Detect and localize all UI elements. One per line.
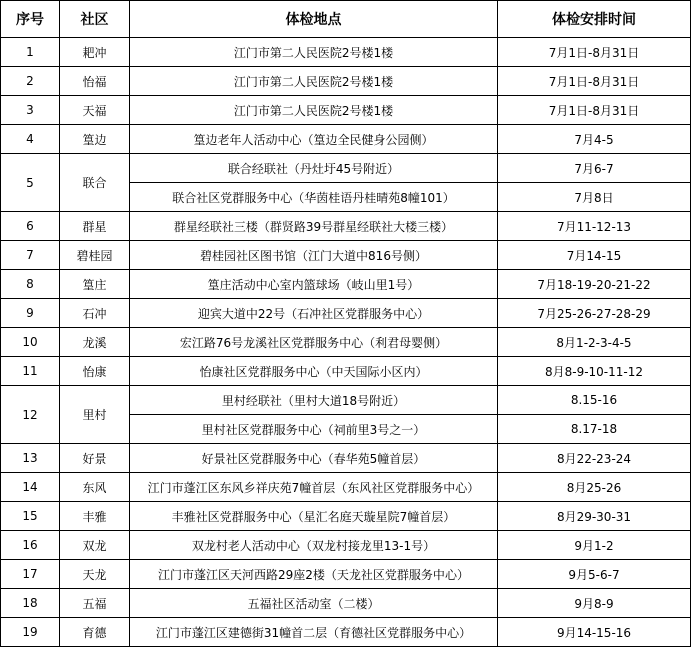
cell-no: 7 xyxy=(1,241,60,270)
cell-time: 9月1-2 xyxy=(498,531,691,560)
header-row xyxy=(1,1,691,38)
cell-location: 江门市第二人民医院2号楼1楼 xyxy=(130,38,498,67)
cell-community: 天福 xyxy=(60,96,130,125)
table-row xyxy=(1,589,691,618)
table-row xyxy=(1,96,691,125)
table-row xyxy=(1,444,691,473)
cell-location: 江门市蓬江区天河西路29座2楼（天龙社区党群服务中心） xyxy=(130,560,498,589)
header-location: 体检地点 xyxy=(130,1,498,38)
table-row xyxy=(1,125,691,154)
cell-time: 7月14-15 xyxy=(498,241,691,270)
cell-no: 9 xyxy=(1,299,60,328)
cell-location: 里村经联社（里村大道18号附近） xyxy=(130,386,498,415)
cell-location: 丰雅社区党群服务中心（星汇名庭天璇星院7幢首层） xyxy=(130,502,498,531)
cell-time: 7月1日-8月31日 xyxy=(498,67,691,96)
table-row xyxy=(1,299,691,328)
cell-no: 2 xyxy=(1,67,60,96)
cell-no: 13 xyxy=(1,444,60,473)
cell-time: 7月11-12-13 xyxy=(498,212,691,241)
table-row xyxy=(1,531,691,560)
cell-location: 双龙村老人活动中心（双龙村接龙里13-1号） xyxy=(130,531,498,560)
cell-location: 联合经联社（丹灶圩45号附近） xyxy=(130,154,498,183)
cell-no: 18 xyxy=(1,589,60,618)
table-row xyxy=(1,502,691,531)
table-row xyxy=(1,38,691,67)
cell-location: 联合社区党群服务中心（华茵桂语丹桂晴苑8幢101） xyxy=(130,183,498,212)
cell-no: 1 xyxy=(1,38,60,67)
table-row xyxy=(1,386,691,415)
cell-location: 好景社区党群服务中心（春华苑5幢首层） xyxy=(130,444,498,473)
table-row xyxy=(1,67,691,96)
cell-location: 宏江路76号龙溪社区党群服务中心（利君母婴侧） xyxy=(130,328,498,357)
cell-location: 江门市蓬江区建德街31幢首二层（育德社区党群服务中心） xyxy=(130,618,498,647)
cell-location: 篁庄活动中心室内篮球场（岐山里1号） xyxy=(130,270,498,299)
cell-location: 怡康社区党群服务中心（中天国际小区内） xyxy=(130,357,498,386)
cell-community: 东风 xyxy=(60,473,130,502)
cell-time: 8月8-9-10-11-12 xyxy=(498,357,691,386)
cell-community: 联合 xyxy=(60,154,130,212)
cell-location: 江门市第二人民医院2号楼1楼 xyxy=(130,96,498,125)
cell-no: 11 xyxy=(1,357,60,386)
table-row xyxy=(1,270,691,299)
cell-community: 碧桂园 xyxy=(60,241,130,270)
cell-no: 3 xyxy=(1,96,60,125)
cell-community: 天龙 xyxy=(60,560,130,589)
cell-location: 里村社区党群服务中心（祠前里3号之一） xyxy=(130,415,498,444)
cell-time: 9月5-6-7 xyxy=(498,560,691,589)
cell-time: 8月25-26 xyxy=(498,473,691,502)
cell-community: 石冲 xyxy=(60,299,130,328)
header-community: 社区 xyxy=(60,1,130,38)
table-row xyxy=(1,328,691,357)
cell-community: 五福 xyxy=(60,589,130,618)
cell-location: 碧桂园社区图书馆（江门大道中816号侧） xyxy=(130,241,498,270)
table-row xyxy=(1,241,691,270)
header-no: 序号 xyxy=(1,1,60,38)
cell-time: 7月25-26-27-28-29 xyxy=(498,299,691,328)
table-row xyxy=(1,212,691,241)
cell-community: 耙冲 xyxy=(60,38,130,67)
cell-community: 里村 xyxy=(60,386,130,444)
cell-time: 8.17-18 xyxy=(498,415,691,444)
cell-location: 五福社区活动室（二楼） xyxy=(130,589,498,618)
cell-no: 4 xyxy=(1,125,60,154)
cell-community: 怡福 xyxy=(60,67,130,96)
cell-no: 17 xyxy=(1,560,60,589)
table-row xyxy=(1,618,691,647)
cell-no: 5 xyxy=(1,154,60,212)
cell-time: 9月14-15-16 xyxy=(498,618,691,647)
cell-location: 江门市蓬江区东风乡祥庆苑7幢首层（东风社区党群服务中心） xyxy=(130,473,498,502)
cell-time: 8月22-23-24 xyxy=(498,444,691,473)
cell-location: 群星经联社三楼（群贤路39号群星经联社大楼三楼） xyxy=(130,212,498,241)
cell-community: 群星 xyxy=(60,212,130,241)
cell-time: 7月4-5 xyxy=(498,125,691,154)
cell-time: 9月8-9 xyxy=(498,589,691,618)
table-body xyxy=(1,38,691,647)
header-time: 体检安排时间 xyxy=(498,1,691,38)
cell-no: 16 xyxy=(1,531,60,560)
cell-location: 篁边老年人活动中心（篁边全民健身公园侧） xyxy=(130,125,498,154)
cell-time: 7月8日 xyxy=(498,183,691,212)
cell-community: 丰雅 xyxy=(60,502,130,531)
cell-time: 8月29-30-31 xyxy=(498,502,691,531)
cell-time: 7月6-7 xyxy=(498,154,691,183)
cell-community: 双龙 xyxy=(60,531,130,560)
cell-no: 6 xyxy=(1,212,60,241)
cell-time: 7月1日-8月31日 xyxy=(498,96,691,125)
cell-no: 15 xyxy=(1,502,60,531)
cell-community: 龙溪 xyxy=(60,328,130,357)
cell-time: 8月1-2-3-4-5 xyxy=(498,328,691,357)
cell-time: 7月18-19-20-21-22 xyxy=(498,270,691,299)
cell-time: 7月1日-8月31日 xyxy=(498,38,691,67)
cell-community: 好景 xyxy=(60,444,130,473)
table-row xyxy=(1,560,691,589)
cell-location: 江门市第二人民医院2号楼1楼 xyxy=(130,67,498,96)
table-row xyxy=(1,473,691,502)
cell-no: 14 xyxy=(1,473,60,502)
cell-no: 8 xyxy=(1,270,60,299)
cell-community: 育德 xyxy=(60,618,130,647)
cell-community: 篁庄 xyxy=(60,270,130,299)
cell-location: 迎宾大道中22号（石冲社区党群服务中心） xyxy=(130,299,498,328)
cell-no: 10 xyxy=(1,328,60,357)
table-row xyxy=(1,357,691,386)
cell-no: 19 xyxy=(1,618,60,647)
table-row xyxy=(1,154,691,183)
cell-time: 8.15-16 xyxy=(498,386,691,415)
cell-community: 怡康 xyxy=(60,357,130,386)
cell-community: 篁边 xyxy=(60,125,130,154)
cell-no: 12 xyxy=(1,386,60,444)
